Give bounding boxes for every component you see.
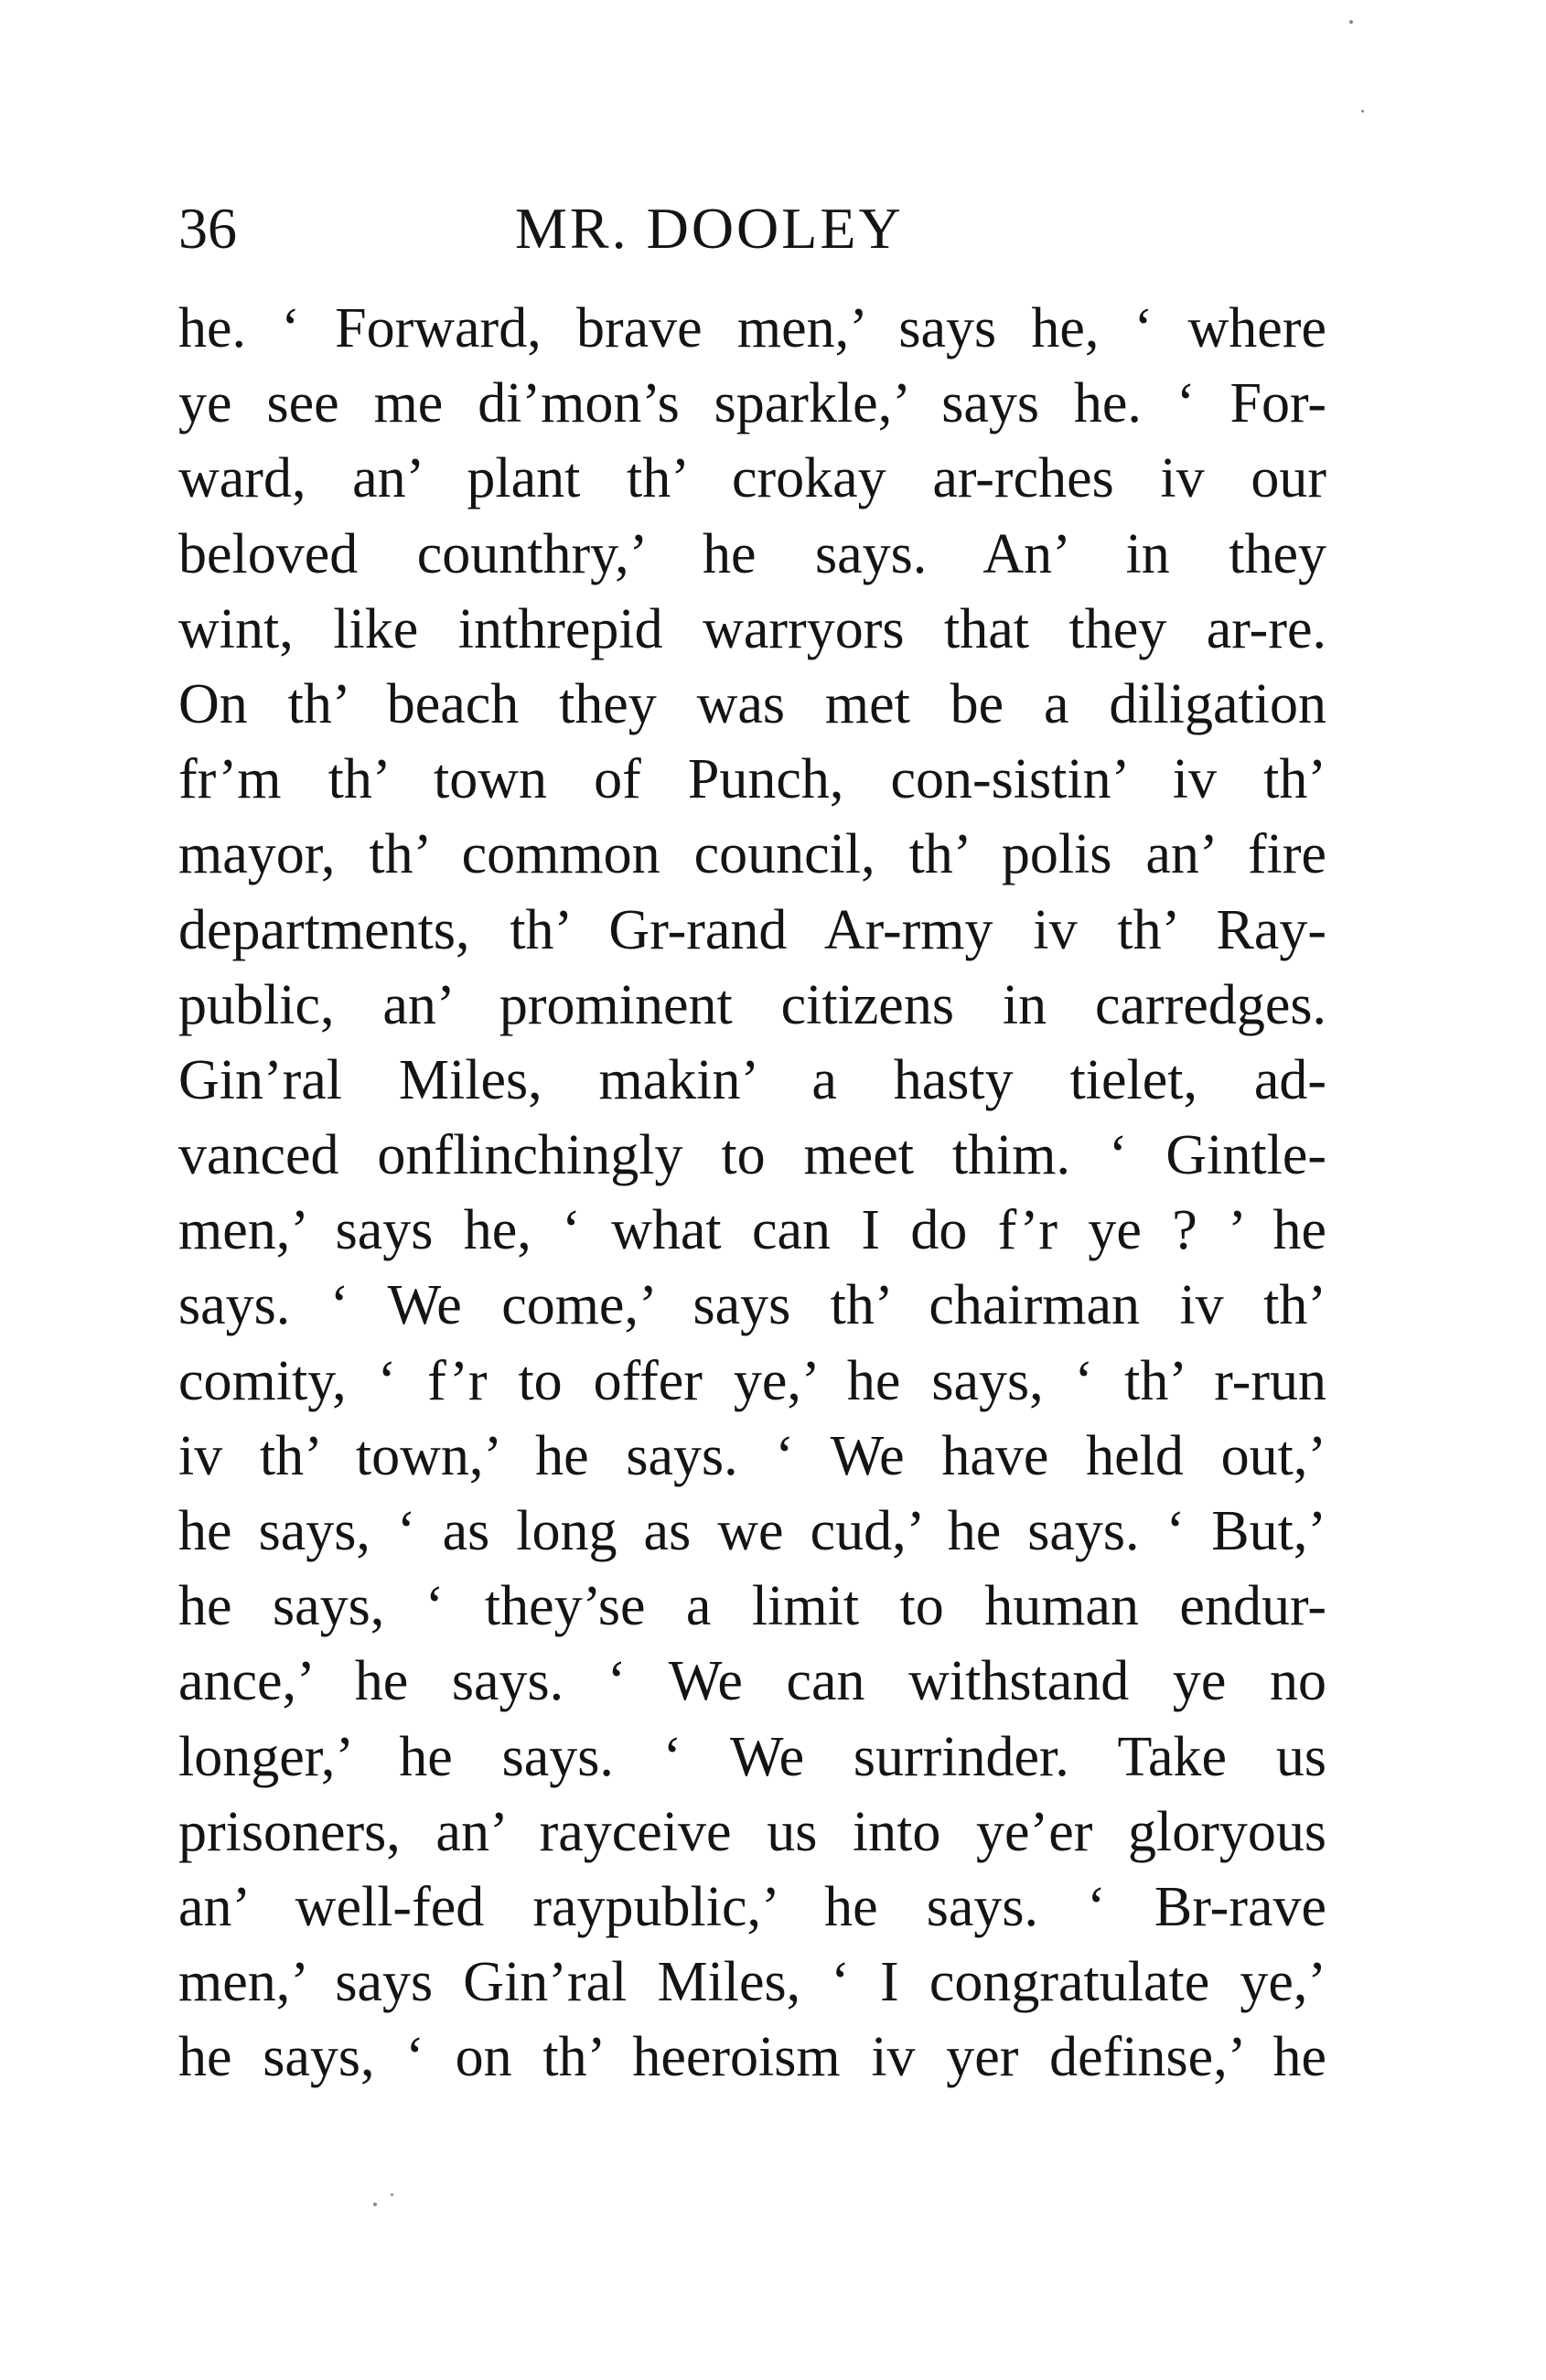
text-line: mayor, th’ common council, th’ polis an’ fire	[178, 823, 1326, 886]
text-line: ward, an’ plant th’ crokay ar-rches iv our	[178, 447, 1326, 510]
text-line: On th’ beach they was met be a diligation	[178, 672, 1326, 735]
text-line: he says, ‘ they’se a limit to human endur-	[178, 1575, 1326, 1638]
text-line: beloved counthry,’ he says. An’ in they	[178, 522, 1326, 585]
text-line: fr’m th’ town of Punch, con-sistin’ iv th’	[178, 748, 1326, 811]
text-line: says. ‘ We come,’ says th’ chairman iv th’	[178, 1274, 1326, 1337]
text-line: longer,’ he says. ‘ We surrinder. Take us	[178, 1725, 1326, 1788]
paper-speck	[391, 2193, 393, 2196]
text-line: vanced onflinchingly to meet thim. ‘ Gintle-	[178, 1124, 1326, 1187]
text-line: Gin’ral Miles, makin’ a hasty tielet, ad-	[178, 1048, 1326, 1111]
paper-speck	[1361, 110, 1364, 113]
text-line: prisoners, an’ rayceive us into ye’er gloryous	[178, 1800, 1326, 1863]
paper-speck	[1349, 20, 1353, 24]
page-number: 36	[178, 196, 237, 261]
body-text	[178, 291, 1326, 2096]
text-line: wint, like inthrepid warryors that they ar-re.	[178, 597, 1326, 660]
paper-speck	[373, 2203, 377, 2206]
text-line: men,’ says he, ‘ what can I do f’r ye ? ’ he	[178, 1199, 1326, 1262]
text-line: he says, ‘ on th’ heeroism iv yer definse,’ he	[178, 2026, 1326, 2089]
text-line: comity, ‘ f’r to offer ye,’ he says, ‘ th’ r-run	[178, 1349, 1326, 1412]
text-line: ye see me di’mon’s sparkle,’ says he. ‘ For-	[178, 372, 1326, 435]
text-line: ance,’ he says. ‘ We can withstand ye no	[178, 1650, 1326, 1713]
text-line: he says, ‘ as long as we cud,’ he says. ‘ But,’	[178, 1500, 1326, 1562]
page-header	[178, 188, 1331, 270]
text-line: an’ well-fed raypublic,’ he says. ‘ Br-rave	[178, 1875, 1326, 1938]
text-line: men,’ says Gin’ral Miles, ‘ I congratulate ye,’	[178, 1951, 1326, 2014]
text-line: public, an’ prominent citizens in carredges.	[178, 973, 1326, 1036]
running-head: MR. DOOLEY	[515, 196, 904, 261]
text-line: he. ‘ Forward, brave men,’ says he, ‘ where	[178, 297, 1326, 359]
text-line: iv th’ town,’ he says. ‘ We have held out,’	[178, 1424, 1326, 1487]
text-line: departments, th’ Gr-rand Ar-rmy iv th’ Ray-	[178, 898, 1326, 961]
